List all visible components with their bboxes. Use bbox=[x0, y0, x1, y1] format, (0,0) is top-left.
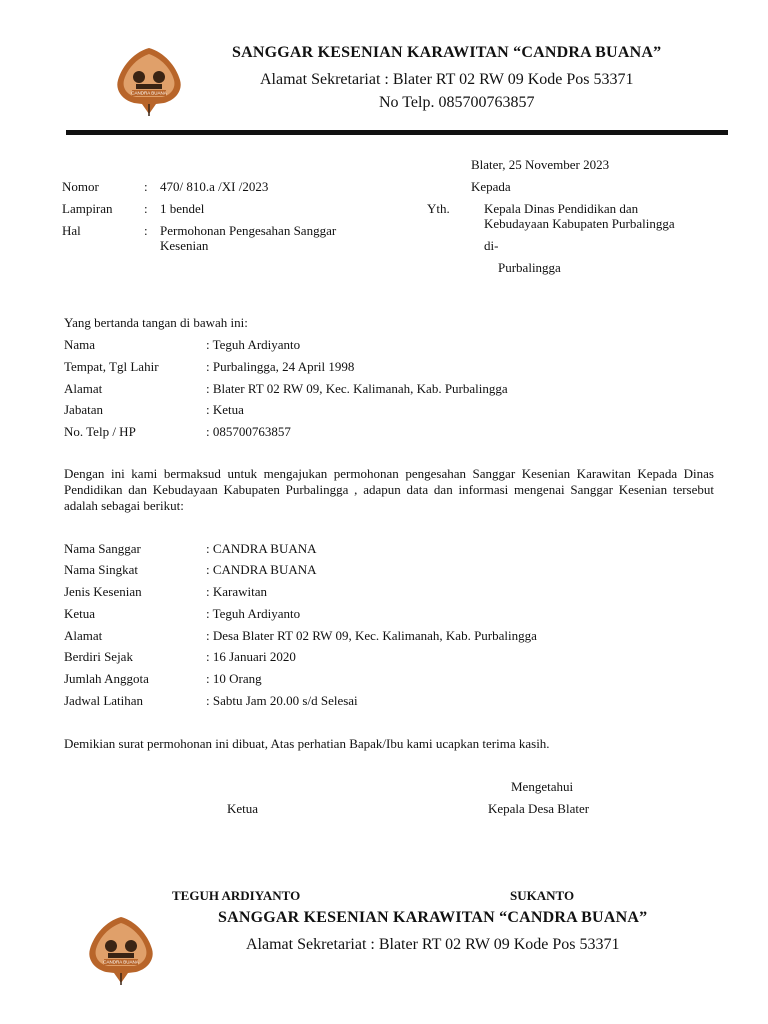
header-org-name: SANGGAR KESENIAN KARAWITAN “CANDRA BUANA” bbox=[232, 44, 662, 61]
right-signer-name: SUKANTO bbox=[510, 888, 575, 903]
signer-row-value: : Purbalingga, 24 April 1998 bbox=[206, 359, 355, 374]
meta-nomor-sep: : bbox=[144, 179, 148, 194]
sanggar-row-value: : Karawitan bbox=[206, 584, 268, 599]
meta-hal-value-cont: Kesenian bbox=[160, 238, 209, 253]
to-label: Kepada bbox=[471, 179, 511, 194]
sanggar-row-label: Nama Sanggar bbox=[64, 541, 141, 556]
header-phone: No Telp. 085700763857 bbox=[379, 94, 535, 111]
left-signer-name: TEGUH ARDIYANTO bbox=[172, 888, 301, 903]
place-date: Blater, 25 November 2023 bbox=[471, 157, 610, 172]
meta-hal-sep: : bbox=[144, 223, 148, 238]
sanggar-row-label: Nama Singkat bbox=[64, 562, 139, 577]
meta-hal-value: Permohonan Pengesahan Sanggar bbox=[160, 223, 337, 238]
closing-text: Demikian surat permohonan ini dibuat, Atas perhatian Bapak/Ibu kami ucapkan terima kasih. bbox=[64, 736, 550, 751]
header-address: Alamat Sekretariat : Blater RT 02 RW 09 Kode Pos 53371 bbox=[260, 71, 634, 88]
sanggar-row-label: Alamat bbox=[64, 628, 103, 643]
signer-row-value: : Blater RT 02 RW 09, Kec. Kalimanah, Kab. Purbalingga bbox=[206, 381, 508, 396]
yth-label: Yth. bbox=[427, 201, 450, 216]
sanggar-logo bbox=[108, 44, 190, 118]
meta-nomor-value: 470/ 810.a /XI /2023 bbox=[160, 179, 269, 194]
sanggar-row-value: : Teguh Ardiyanto bbox=[206, 606, 301, 621]
meta-lampiran-sep: : bbox=[144, 201, 148, 216]
recipient-city: Purbalingga bbox=[498, 260, 561, 275]
signer-row-label: Alamat bbox=[64, 381, 103, 396]
meta-lampiran-value: 1 bendel bbox=[160, 201, 205, 216]
signer-row-label: Tempat, Tgl Lahir bbox=[64, 359, 159, 374]
recipient-line2: Kebudayaan Kabupaten Purbalingga bbox=[484, 216, 675, 231]
sanggar-row-label: Jumlah Anggota bbox=[64, 671, 149, 686]
sanggar-row-value: : Sabtu Jam 20.00 s/d Selesai bbox=[206, 693, 358, 708]
mengetahui-label: Mengetahui bbox=[511, 779, 574, 794]
sanggar-row-value: : CANDRA BUANA bbox=[206, 562, 317, 577]
sanggar-row-label: Berdiri Sejak bbox=[64, 649, 133, 664]
sanggar-row-value: : Desa Blater RT 02 RW 09, Kec. Kalimanah, Kab. Purbalingga bbox=[206, 628, 537, 643]
signer-row-label: Nama bbox=[64, 337, 96, 352]
signer-row-value: : 085700763857 bbox=[206, 424, 291, 439]
sanggar-row-value: : 10 Orang bbox=[206, 671, 262, 686]
sanggar-row-label: Ketua bbox=[64, 606, 96, 621]
left-signer-title: Ketua bbox=[227, 801, 259, 816]
sanggar-row-value: : CANDRA BUANA bbox=[206, 541, 317, 556]
sanggar-row-value: : 16 Januari 2020 bbox=[206, 649, 296, 664]
signer-row-label: No. Telp / HP bbox=[64, 424, 136, 439]
header-divider bbox=[66, 130, 728, 135]
footer-logo-text: CANDRA BUANA bbox=[103, 959, 139, 965]
signer-row-label: Jabatan bbox=[64, 402, 103, 417]
sanggar-row-label: Jadwal Latihan bbox=[64, 693, 144, 708]
signer-row-value: : Ketua bbox=[206, 402, 244, 417]
footer-address: Alamat Sekretariat : Blater RT 02 RW 09 Kode Pos 53371 bbox=[246, 936, 620, 953]
meta-hal-label: Hal bbox=[62, 223, 81, 238]
recipient-line1: Kepala Dinas Pendidikan dan bbox=[484, 201, 639, 216]
logo-text: CANDRA BUANA bbox=[131, 90, 167, 96]
di-label: di- bbox=[484, 238, 499, 253]
meta-lampiran-label: Lampiran bbox=[62, 201, 113, 216]
sanggar-row-label: Jenis Kesenian bbox=[64, 584, 142, 599]
footer-org-name: SANGGAR KESENIAN KARAWITAN “CANDRA BUANA” bbox=[218, 909, 648, 926]
signer-intro: Yang bertanda tangan di bawah ini: bbox=[64, 315, 248, 330]
meta-nomor-label: Nomor bbox=[62, 179, 99, 194]
signer-row-value: : Teguh Ardiyanto bbox=[206, 337, 301, 352]
footer-sanggar-logo bbox=[80, 913, 162, 987]
body-paragraph: Dengan ini kami bermaksud untuk mengajukan permohonan pengesahan Sanggar Kesenian Karawitan Kepada Dinas Pendidikan dan Kebudayaan Kabupaten Purbalingga , adapun data dan informasi mengenai Sanggar Kesenian tersebut adalah sebagai berikut: bbox=[64, 466, 714, 513]
right-signer-title: Kepala Desa Blater bbox=[488, 801, 590, 816]
